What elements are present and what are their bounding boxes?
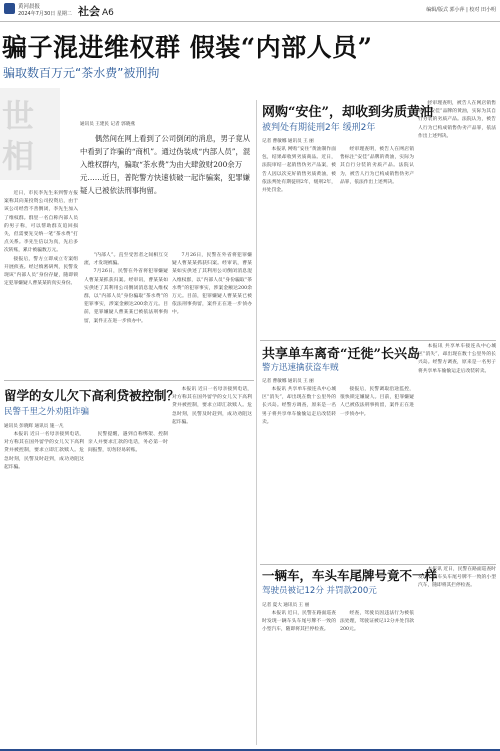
page-header (0, 0, 500, 22)
paragraph: 本报讯 共享单车接连从中心城区“消失”，却出现在数十公里外的长兴岛。经警方调查，原来是一名男子将共享单车偷偷运走后改装转卖。 (262, 387, 336, 425)
paragraph: 接报后，警方立即成立专案组开展侦查。经过缜密研判，民警发现该“内部人员”身份存疑，随即锁定犯罪嫌疑人曹某某的真实身份。 (4, 256, 78, 287)
main-body-col2 (84, 252, 168, 374)
main-headline: 骗子混进维权群 假装“内部人员” (2, 33, 373, 62)
article-headline: 一辆车，车头车尾牌号竟不一样 (262, 568, 438, 583)
paragraph: 近日，市民李先生来到警方报案称其向某投资公司投资后，由于该公司经营不善倒闭，李先生加入了维权群。群里一名自称内部人员的男子称，可以帮助群友追回损失，但需要先交纳一笔“茶水费”打点关系。李先生信以为真，先后多次转账，累计被骗数万元。 (4, 191, 78, 254)
article-headline: 留学的女儿欠下高利贷被控制？ (4, 388, 180, 403)
article-subheadline: 被判处有期徒刑2年 缓刑2年 (262, 123, 376, 133)
main-subheadline: 骗取数百万元“茶水费”被刑拘 (3, 66, 160, 80)
paragraph: 本报讯 近日一名母亲接到电话，对方称其在国外留学的女儿欠下高利贷并被控制，要求立即汇款赎人。危急时刻，民警及时赶到，成功劝阻这起诈骗。 (4, 432, 84, 470)
article-body (88, 431, 168, 743)
article-body (340, 146, 414, 336)
section-label (78, 3, 114, 19)
paragraph: 本报讯 近日，民警在路面巡查时发现一辆车头车尾号牌不一致的小型汽车，随即将其拦停检查。 (262, 611, 336, 633)
paragraph: 本报讯 共享单车接连从中心城区“消失”，却出现在数十公里外的长兴岛。经警方调查，原来是一名男子将共享单车偷偷运走后改装转卖。 (418, 344, 496, 374)
article-byline: 记者 曹敏娜 通讯员 王 丽 (262, 379, 314, 384)
article-byline: 记者 夏大 通讯员 王 丽 (262, 603, 310, 608)
main-body-col3 (172, 252, 252, 374)
paragraph: 本报讯 近日，民警在路面巡查时发现一辆车头车尾号牌不一致的小型汽车，随即将其拦停检查。 (418, 567, 496, 589)
issue-date: 2024年7月30日 星期二 (18, 11, 72, 17)
section-divider (260, 564, 496, 565)
paragraph: 本报讯 近日一名母亲接到电话，对方称其在国外留学的女儿欠下高利贷并被控制，要求立即汇款赎人。危急时刻，民警及时赶到，成功劝阻这起诈骗。 (172, 387, 252, 425)
paragraph: 民警提醒，遇到自称绑架、控制亲人并要求汇款的电话，务必第一时间报警，切勿轻易转账。 (88, 432, 168, 454)
article-headline: 网购“安住”，却收到劣质黄油 (262, 105, 433, 120)
main-byline: 通讯员 王建民 记者 郭晓燕 (80, 122, 135, 127)
newspaper-logo-icon (4, 3, 15, 14)
article-body (262, 610, 336, 744)
article-body (418, 100, 496, 336)
article-body (340, 610, 414, 744)
article-body (418, 566, 496, 744)
paper-name: 黄河晨报 (18, 4, 41, 10)
paragraph: 7月26日，民警在外省将犯罪嫌疑人曹某某抓获归案。经审讯，曹某某如实供述了其利用公司倒闭消息混入维权群，以“内部人员”身份骗取“茶水费”的犯罪事实，涉案金额达200余万元。目前，犯罪嫌疑人曹某某已被依法刑事拘留，案件正在进一步侦办中。 (172, 253, 252, 316)
column-divider (256, 100, 257, 745)
article-body (172, 386, 252, 743)
section-divider (4, 380, 254, 381)
page-number: A6 (102, 8, 114, 18)
article-subheadline: 警方迅速擒获盗车贼 (262, 363, 339, 373)
article-body (4, 431, 84, 743)
article-subheadline: 驾驶员被记12分 并罚款200元 (262, 586, 377, 596)
article-byline: 通讯员 彭晓辉 通讯员 施一凡 (4, 424, 64, 429)
article-byline: 记者 曹敏娜 通讯员 王 丽 (262, 139, 314, 144)
article-body (340, 386, 414, 561)
article-headline: 共享单车离奇“迁徙”长兴岛 (262, 347, 420, 362)
article-subheadline: 民警千里之外劝阻诈骗 (4, 407, 90, 417)
article-body (262, 146, 336, 336)
section-name: 社会 (78, 5, 100, 18)
main-body-col1 (4, 190, 78, 370)
paragraph: 经查，驾驶员因违法行为被依法处理，驾驶证被记12分并处罚款200元。 (340, 611, 414, 633)
article-body (418, 343, 496, 561)
paragraph: 接报后，民警调取沿途监控，很快锁定嫌疑人。目前，犯罪嫌疑人已被依法刑事拘留，案件正在进一步侦办中。 (340, 387, 414, 417)
article-body (262, 386, 336, 561)
paragraph: 本报讯 网购“安住”黄油制作面包，结果却收到劣质商品。近日，法院审结一起销售伪劣产品案，被告人因以次充好销售劣质黄油，被依法判处有期徒刑2年，缓刑2年，并处罚金。 (262, 147, 336, 194)
section-divider (260, 340, 496, 341)
paragraph: 经审理查明，被告人在网店销售标注“安佳”品牌的黄油，实际为其自行分装的劣质产品。法院认为，被告人行为已构成销售伪劣产品罪，依法作出上述判决。 (418, 101, 496, 139)
paragraph: 经审理查明，被告人在网店销售标注“安佳”品牌的黄油，实际为其自行分装的劣质产品。法院认为，被告人行为已构成销售伪劣产品罪，依法作出上述判决。 (340, 147, 414, 185)
paragraph: “内部人”。直至受害者之间相互交流，才发现被骗。 (84, 253, 168, 267)
column-ornament: 世相 (0, 88, 60, 180)
editor-line: 编辑/版式 郭小萍 | 校对 田小明 (426, 7, 496, 13)
main-lede: 偶然间在网上看到了公司倒闭的消息，男子竟从中看到了诈骗的“商机”。通过伪装成“内部人员”，混入维权群内，骗取“茶水费”为由大肆敛财200余万元……近日，普陀警方快速侦破一起诈骗案，犯罪嫌疑人已被依法刑事拘留。 (80, 134, 251, 195)
paragraph: 7月26日，民警在外省将犯罪嫌疑人曹某某抓获归案。经审讯，曹某某如实供述了其利用公司倒闭消息混入维权群，以“内部人员”身份骗取“茶水费”的犯罪事实，涉案金额达200余万元。目前，犯罪嫌疑人曹某某已被依法刑事拘留，案件正在进一步侦办中。 (84, 269, 168, 324)
